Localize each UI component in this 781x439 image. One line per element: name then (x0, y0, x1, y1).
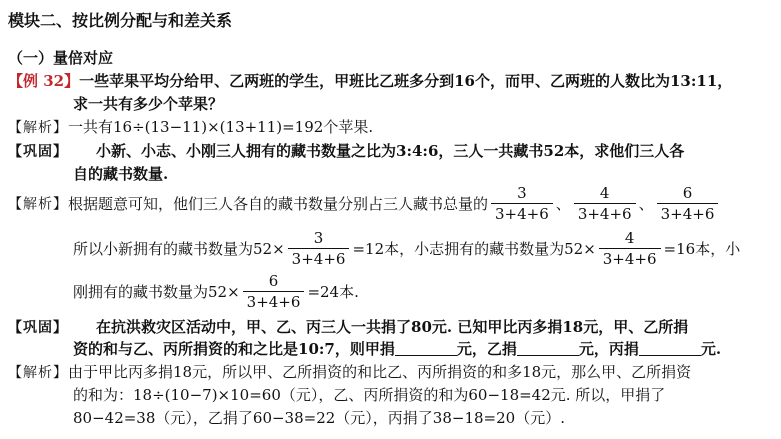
answer-blank-yi[interactable] (517, 341, 579, 356)
fraction-3-over-13: $\frac{3}{3+4+6}$ (491, 184, 553, 223)
example-line-1 (8, 70, 732, 91)
practice-1-tag: 【巩固】 (8, 144, 68, 160)
example-question-line1: 一些苹果平均分给甲、乙两班的学生，甲班比乙班多分到16个，而甲、乙两班的人数比为13:11， (79, 72, 733, 90)
practice-2-tag: 【巩固】 (8, 320, 68, 336)
solution-1-tag: 【解析】 (8, 120, 68, 136)
practice-2-line-2: 资的和与乙、丙所捐资的和之比是10:7，则甲捐 元，乙捐 元，丙捐 元. (73, 340, 722, 358)
fraction-6-over-13: $\frac{6}{3+4+6}$ (657, 184, 719, 223)
solution-2-tag: 【解析】 (8, 196, 68, 213)
fraction-4-over-13: $\frac{4}{3+4+6}$ (599, 229, 661, 268)
example-question-line2: 求一共有多少个苹果？ (73, 95, 224, 113)
example-label: 【例 32】 (8, 72, 80, 90)
practice-2-line-1 (8, 316, 688, 337)
answer-blank-jia[interactable] (395, 341, 457, 356)
practice-2-text-line1: 在抗洪救灾区活动中，甲、乙、丙三人一共捐了80元. 已知甲比丙多捐18元，甲、乙所捐 (96, 318, 689, 336)
solution-3-line-1 (8, 361, 691, 382)
solution-1 (8, 116, 373, 137)
solution-3-text-line1: 由于甲比丙多捐18元，所以甲、乙所捐资的和比乙、丙所捐资的和多18元，那么甲、乙所捐资 (68, 363, 692, 381)
section-title: （一）量倍对应 (8, 49, 114, 67)
solution-2-line-2: 所以小新拥有的藏书数量为52× $\frac{3}{3+4+6}$ =12本，小志拥有的藏书数量为52× $\frac{4}{3+4+6}$ =16本，小 (73, 229, 741, 268)
practice-1-text-line1: 小新、小志、小刚三人拥有的藏书数量之比为3:4:6，三人一共藏书52本，求他们三人各 (96, 142, 685, 160)
solution-2-line-3: 刚拥有的藏书数量为52× $\frac{6}{3+4+6}$ =24本. (73, 272, 359, 311)
fraction-3-over-13: $\frac{3}{3+4+6}$ (288, 229, 350, 268)
practice-1-line-1 (8, 140, 684, 161)
solution-3-text-line3: 80−42=38（元），乙捐了60−38=22（元），丙捐了38−18=20（元）. (73, 409, 565, 427)
solution-3-text-line2: 的和为：18÷(10−7)×10=60（元），乙、丙所捐资的和为60−18=42元. 所以，甲捐了 (73, 386, 666, 404)
module-title: 模块二、按比例分配与和差关系 (8, 11, 233, 30)
fraction-6-over-13: $\frac{6}{3+4+6}$ (243, 272, 305, 311)
solution-1-text: 一共有16÷(13−11)×(13+11)=192个苹果. (68, 118, 374, 136)
solution-2-text-line1: 根据题意可知，他们三人各自的藏书数量分别占三人藏书总量的 (68, 195, 489, 213)
answer-blank-bing[interactable] (639, 341, 701, 356)
fraction-4-over-13: $\frac{4}{3+4+6}$ (574, 184, 636, 223)
solution-3-tag: 【解析】 (8, 365, 68, 381)
practice-1-text-line2: 自的藏书数量. (73, 165, 169, 183)
solution-2-line-1: 【解析】根据题意可知，他们三人各自的藏书数量分别占三人藏书总量的 $\frac{3}{3+4+6}$ 、 $\frac{4}{3+4+6}$ 、 $\frac{6}{3+4+6}$ (8, 184, 721, 223)
